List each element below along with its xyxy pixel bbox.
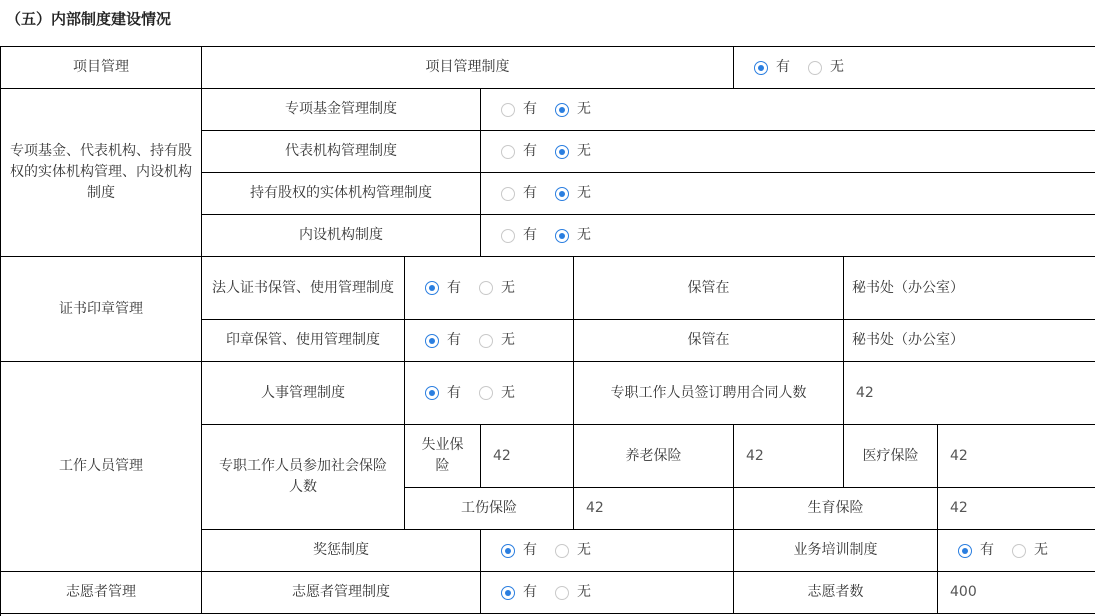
pension-insurance-value[interactable]: 42 bbox=[734, 425, 844, 488]
injury-insurance-label: 工伤保险 bbox=[405, 488, 574, 530]
radio-circle-icon[interactable] bbox=[555, 544, 569, 558]
radio-option-no[interactable] bbox=[555, 99, 591, 120]
stamp-system-label: 印章保管、使用管理制度 bbox=[202, 320, 405, 362]
radio-option-yes[interactable] bbox=[958, 540, 994, 561]
radio-option-no[interactable] bbox=[479, 278, 515, 299]
radio-circle-icon[interactable] bbox=[958, 544, 972, 558]
radio-circle-icon[interactable] bbox=[501, 229, 515, 243]
volunteer-system-label: 志愿者管理制度 bbox=[202, 572, 481, 614]
certificate-custody-value: 秘书处（办公室） bbox=[844, 257, 1095, 320]
injury-insurance-value[interactable]: 42 bbox=[574, 488, 734, 530]
radio-option-label: 有 bbox=[447, 384, 461, 401]
radio-option-label: 有 bbox=[523, 101, 537, 117]
radio-option-label: 无 bbox=[577, 143, 591, 159]
certificate-radio-group bbox=[405, 257, 574, 320]
radio-circle-icon[interactable] bbox=[479, 334, 493, 348]
radio-option-label: 无 bbox=[501, 384, 515, 401]
radio-option-label: 无 bbox=[830, 59, 844, 75]
radio-option-yes[interactable] bbox=[501, 141, 537, 162]
equity-entity-radio-group bbox=[481, 173, 1095, 215]
radio-circle-icon[interactable] bbox=[555, 586, 569, 600]
radio-option-no[interactable] bbox=[555, 225, 591, 246]
contract-count-value[interactable]: 42 bbox=[844, 362, 1095, 425]
contract-count-label: 专职工作人员签订聘用合同人数 bbox=[574, 362, 844, 425]
pension-insurance-label: 养老保险 bbox=[574, 425, 734, 488]
radio-circle-icon[interactable] bbox=[425, 281, 439, 295]
radio-option-no[interactable] bbox=[479, 330, 515, 351]
stamp-custody-label: 保管在 bbox=[574, 320, 844, 362]
radio-option-no[interactable] bbox=[479, 383, 515, 404]
radio-circle-icon[interactable] bbox=[425, 334, 439, 348]
radio-option-yes[interactable] bbox=[425, 383, 461, 404]
radio-option-label: 有 bbox=[523, 143, 537, 159]
radio-circle-icon[interactable] bbox=[808, 61, 822, 75]
radio-option-yes[interactable] bbox=[425, 330, 461, 351]
radio-option-yes[interactable] bbox=[501, 225, 537, 246]
representative-office-radio-group bbox=[481, 131, 1095, 173]
radio-circle-icon[interactable] bbox=[425, 386, 439, 400]
radio-option-label: 有 bbox=[447, 332, 461, 348]
project-management-label: 项目管理 bbox=[1, 47, 202, 89]
radio-option-label: 有 bbox=[523, 584, 537, 600]
radio-circle-icon[interactable] bbox=[501, 145, 515, 159]
special-fund-radio-group bbox=[481, 89, 1095, 131]
radio-option-yes[interactable] bbox=[501, 183, 537, 204]
radio-circle-icon[interactable] bbox=[479, 281, 493, 295]
project-system-radio-group bbox=[734, 47, 1095, 89]
radio-option-no[interactable] bbox=[555, 141, 591, 162]
radio-option-label: 有 bbox=[980, 542, 994, 558]
medical-insurance-label: 医疗保险 bbox=[844, 425, 938, 488]
training-system-radio-group bbox=[938, 530, 1095, 572]
radio-option-yes[interactable] bbox=[501, 99, 537, 120]
special-institutions-label: 专项基金、代表机构、持有股权的实体机构管理、内设机构制度 bbox=[1, 89, 202, 257]
radio-circle-icon[interactable] bbox=[501, 586, 515, 600]
radio-option-label: 有 bbox=[523, 542, 537, 558]
training-system-label: 业务培训制度 bbox=[734, 530, 938, 572]
reward-system-radio-group bbox=[481, 530, 734, 572]
radio-circle-icon[interactable] bbox=[1012, 544, 1026, 558]
radio-option-label: 无 bbox=[501, 332, 515, 348]
stamp-custody-value: 秘书处（办公室） bbox=[844, 320, 1095, 362]
maternity-insurance-label: 生育保险 bbox=[734, 488, 938, 530]
stamp-radio-group bbox=[405, 320, 574, 362]
certificate-custody-label: 保管在 bbox=[574, 257, 844, 320]
radio-circle-icon[interactable] bbox=[754, 61, 768, 75]
radio-circle-icon[interactable] bbox=[501, 103, 515, 117]
radio-option-label: 无 bbox=[577, 584, 591, 600]
unemployment-insurance-label: 失业保险 bbox=[405, 425, 481, 488]
radio-option-label: 有 bbox=[776, 59, 790, 75]
radio-circle-icon[interactable] bbox=[501, 187, 515, 201]
representative-office-system-label: 代表机构管理制度 bbox=[202, 131, 481, 173]
radio-option-yes[interactable] bbox=[501, 540, 537, 561]
volunteer-system-radio-group bbox=[481, 572, 734, 614]
volunteer-count-value[interactable]: 400 bbox=[938, 572, 1095, 614]
internal-system-table bbox=[0, 46, 1095, 616]
radio-option-no[interactable] bbox=[1012, 540, 1048, 561]
hr-system-radio-group bbox=[405, 362, 574, 425]
radio-option-label: 无 bbox=[1034, 542, 1048, 558]
certificate-system-label: 法人证书保管、使用管理制度 bbox=[202, 257, 405, 320]
internal-institution-system-label: 内设机构制度 bbox=[202, 215, 481, 257]
radio-option-label: 无 bbox=[577, 185, 591, 201]
radio-option-no[interactable] bbox=[555, 183, 591, 204]
radio-option-label: 有 bbox=[523, 185, 537, 201]
radio-option-label: 无 bbox=[577, 227, 591, 243]
radio-option-yes[interactable] bbox=[501, 582, 537, 603]
radio-circle-icon[interactable] bbox=[555, 145, 569, 159]
radio-option-label: 有 bbox=[523, 227, 537, 243]
project-system-label: 项目管理制度 bbox=[202, 47, 734, 89]
volunteer-management-label: 志愿者管理 bbox=[1, 572, 202, 614]
social-insurance-label: 专职工作人员参加社会保险人数 bbox=[202, 425, 405, 530]
radio-option-label: 有 bbox=[447, 279, 461, 296]
radio-option-no[interactable] bbox=[555, 540, 591, 561]
radio-option-yes[interactable] bbox=[425, 278, 461, 299]
radio-option-no[interactable] bbox=[555, 582, 591, 603]
volunteer-count-label: 志愿者数 bbox=[734, 572, 938, 614]
section-title: （五）内部制度建设情况 bbox=[6, 10, 172, 28]
equity-entity-system-label: 持有股权的实体机构管理制度 bbox=[202, 173, 481, 215]
radio-circle-icon[interactable] bbox=[555, 187, 569, 201]
hr-system-label: 人事管理制度 bbox=[202, 362, 405, 425]
seal-management-label: 证书印章管理 bbox=[1, 257, 202, 362]
internal-institution-radio-group bbox=[481, 215, 1095, 257]
radio-circle-icon[interactable] bbox=[501, 544, 515, 558]
reward-system-label: 奖惩制度 bbox=[202, 530, 481, 572]
radio-circle-icon[interactable] bbox=[555, 103, 569, 117]
special-fund-system-label: 专项基金管理制度 bbox=[202, 89, 481, 131]
maternity-insurance-value[interactable]: 42 bbox=[938, 488, 1095, 530]
radio-option-yes[interactable] bbox=[754, 57, 790, 78]
radio-option-label: 无 bbox=[501, 279, 515, 296]
staff-management-label: 工作人员管理 bbox=[1, 362, 202, 572]
radio-option-label: 无 bbox=[577, 542, 591, 558]
unemployment-insurance-value[interactable]: 42 bbox=[481, 425, 574, 488]
radio-circle-icon[interactable] bbox=[479, 386, 493, 400]
radio-option-no[interactable] bbox=[808, 57, 844, 78]
radio-option-label: 无 bbox=[577, 101, 591, 117]
radio-circle-icon[interactable] bbox=[555, 229, 569, 243]
medical-insurance-value[interactable]: 42 bbox=[938, 425, 1095, 488]
